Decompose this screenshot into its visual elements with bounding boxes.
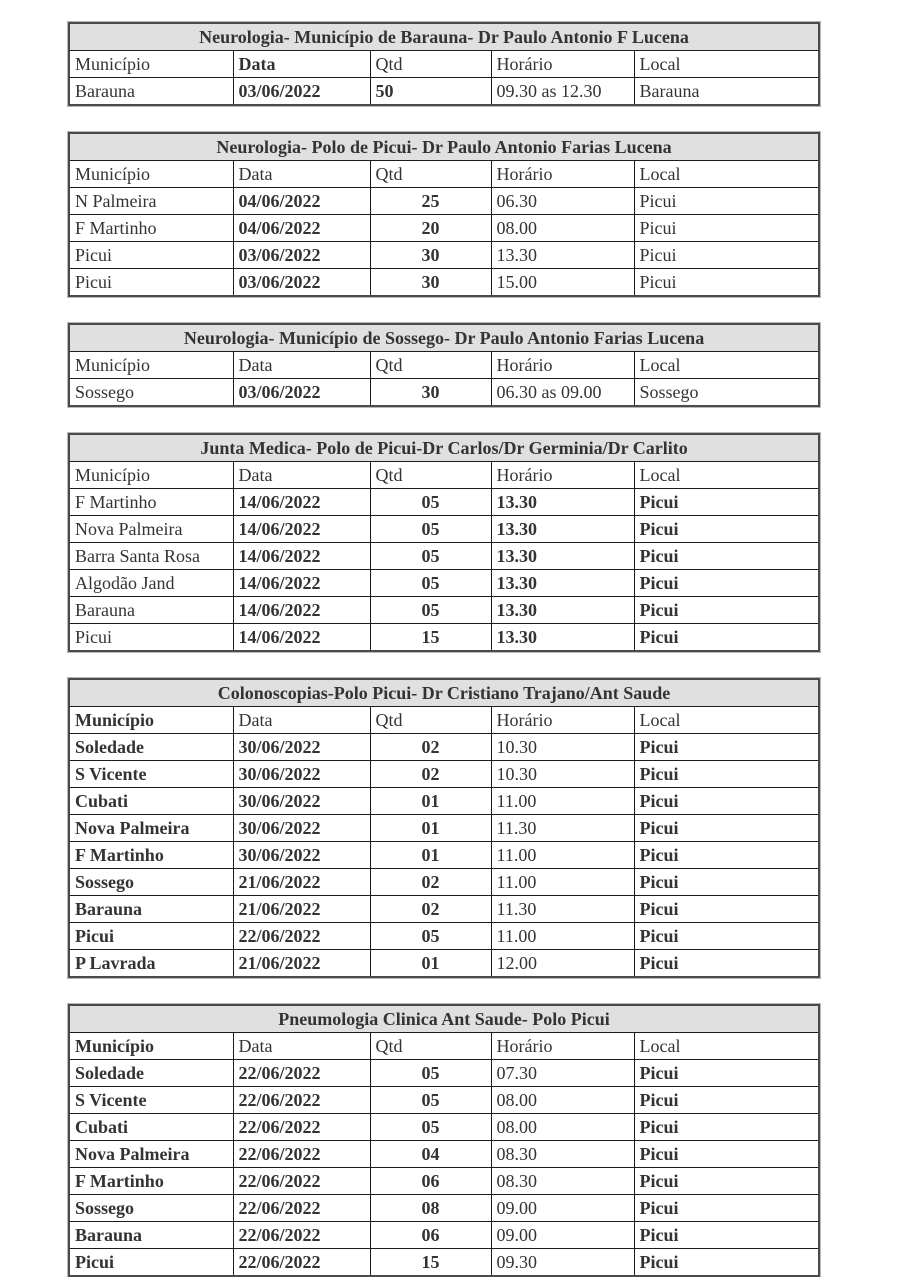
cell-data: 21/06/2022 bbox=[233, 869, 370, 896]
cell-horario: 15.00 bbox=[491, 269, 634, 297]
cell-qtd: 08 bbox=[370, 1195, 491, 1222]
column-header-qtd: Qtd bbox=[370, 1033, 491, 1060]
cell-qtd: 30 bbox=[370, 379, 491, 407]
cell-horario: 06.30 bbox=[491, 188, 634, 215]
table-title-row bbox=[69, 1005, 819, 1033]
cell-data: 22/06/2022 bbox=[233, 1249, 370, 1277]
cell-data: 22/06/2022 bbox=[233, 1222, 370, 1249]
table-header-row bbox=[69, 352, 819, 379]
column-header-horario: Horário bbox=[491, 707, 634, 734]
cell-data: 14/06/2022 bbox=[233, 570, 370, 597]
table-title: Neurologia- Município de Barauna- Dr Paulo Antonio F Lucena bbox=[69, 23, 819, 51]
cell-horario: 08.30 bbox=[491, 1141, 634, 1168]
column-header-municipio: Município bbox=[69, 707, 233, 734]
column-header-horario: Horário bbox=[491, 161, 634, 188]
cell-local: Picui bbox=[634, 923, 819, 950]
cell-municipio: Cubati bbox=[69, 788, 233, 815]
cell-horario: 08.00 bbox=[491, 215, 634, 242]
cell-horario: 11.30 bbox=[491, 815, 634, 842]
table-title: Pneumologia Clinica Ant Saude- Polo Picui bbox=[69, 1005, 819, 1033]
table-row bbox=[69, 896, 819, 923]
table-title: Junta Medica- Polo de Picui-Dr Carlos/Dr Germinia/Dr Carlito bbox=[69, 434, 819, 462]
cell-local: Picui bbox=[634, 1222, 819, 1249]
cell-local: Picui bbox=[634, 734, 819, 761]
cell-horario: 11.00 bbox=[491, 842, 634, 869]
column-header-municipio: Município bbox=[69, 51, 233, 78]
cell-qtd: 50 bbox=[370, 78, 491, 106]
cell-data: 04/06/2022 bbox=[233, 188, 370, 215]
cell-qtd: 02 bbox=[370, 734, 491, 761]
cell-qtd: 05 bbox=[370, 597, 491, 624]
cell-data: 03/06/2022 bbox=[233, 379, 370, 407]
cell-local: Picui bbox=[634, 215, 819, 242]
table-header-row bbox=[69, 707, 819, 734]
column-header-local: Local bbox=[634, 51, 819, 78]
cell-data: 22/06/2022 bbox=[233, 1060, 370, 1087]
table-title-row bbox=[69, 434, 819, 462]
table-row bbox=[69, 78, 819, 106]
table-title-row bbox=[69, 133, 819, 161]
cell-local: Picui bbox=[634, 597, 819, 624]
cell-data: 14/06/2022 bbox=[233, 597, 370, 624]
cell-data: 21/06/2022 bbox=[233, 950, 370, 978]
cell-qtd: 02 bbox=[370, 869, 491, 896]
cell-qtd: 05 bbox=[370, 489, 491, 516]
cell-local: Picui bbox=[634, 1249, 819, 1277]
cell-municipio: Barauna bbox=[69, 1222, 233, 1249]
cell-horario: 08.00 bbox=[491, 1087, 634, 1114]
table-header-row bbox=[69, 51, 819, 78]
cell-horario: 11.00 bbox=[491, 869, 634, 896]
cell-local: Picui bbox=[634, 1114, 819, 1141]
table-row bbox=[69, 489, 819, 516]
cell-horario: 13.30 bbox=[491, 242, 634, 269]
cell-data: 22/06/2022 bbox=[233, 1195, 370, 1222]
cell-data: 30/06/2022 bbox=[233, 734, 370, 761]
cell-data: 14/06/2022 bbox=[233, 516, 370, 543]
table-row bbox=[69, 1141, 819, 1168]
cell-local: Picui bbox=[634, 624, 819, 652]
cell-data: 14/06/2022 bbox=[233, 543, 370, 570]
cell-data: 30/06/2022 bbox=[233, 788, 370, 815]
table-row bbox=[69, 543, 819, 570]
schedule-table-1 bbox=[68, 132, 820, 297]
column-header-local: Local bbox=[634, 161, 819, 188]
cell-horario: 13.30 bbox=[491, 597, 634, 624]
column-header-qtd: Qtd bbox=[370, 707, 491, 734]
table-row bbox=[69, 215, 819, 242]
cell-local: Picui bbox=[634, 896, 819, 923]
cell-data: 22/06/2022 bbox=[233, 1168, 370, 1195]
cell-municipio: Soledade bbox=[69, 1060, 233, 1087]
column-header-municipio: Município bbox=[69, 352, 233, 379]
cell-local: Sossego bbox=[634, 379, 819, 407]
cell-data: 22/06/2022 bbox=[233, 1114, 370, 1141]
cell-local: Picui bbox=[634, 950, 819, 978]
column-header-municipio: Município bbox=[69, 462, 233, 489]
column-header-horario: Horário bbox=[491, 352, 634, 379]
cell-local: Picui bbox=[634, 761, 819, 788]
column-header-horario: Horário bbox=[491, 462, 634, 489]
cell-data: 14/06/2022 bbox=[233, 624, 370, 652]
cell-data: 04/06/2022 bbox=[233, 215, 370, 242]
cell-qtd: 25 bbox=[370, 188, 491, 215]
table-row bbox=[69, 869, 819, 896]
cell-horario: 13.30 bbox=[491, 489, 634, 516]
column-header-data: Data bbox=[233, 462, 370, 489]
cell-municipio: F Martinho bbox=[69, 489, 233, 516]
cell-local: Picui bbox=[634, 815, 819, 842]
cell-local: Picui bbox=[634, 242, 819, 269]
cell-qtd: 04 bbox=[370, 1141, 491, 1168]
table-row bbox=[69, 1168, 819, 1195]
cell-municipio: Picui bbox=[69, 269, 233, 297]
cell-qtd: 30 bbox=[370, 242, 491, 269]
table-header-row bbox=[69, 161, 819, 188]
cell-local: Picui bbox=[634, 842, 819, 869]
cell-municipio: Algodão Jand bbox=[69, 570, 233, 597]
cell-horario: 13.30 bbox=[491, 570, 634, 597]
cell-municipio: Sossego bbox=[69, 1195, 233, 1222]
table-row bbox=[69, 516, 819, 543]
column-header-qtd: Qtd bbox=[370, 352, 491, 379]
cell-qtd: 01 bbox=[370, 788, 491, 815]
column-header-municipio: Município bbox=[69, 161, 233, 188]
cell-municipio: Barauna bbox=[69, 597, 233, 624]
column-header-qtd: Qtd bbox=[370, 161, 491, 188]
schedule-table-3 bbox=[68, 433, 820, 652]
table-title: Colonoscopias-Polo Picui- Dr Cristiano Trajano/Ant Saude bbox=[69, 679, 819, 707]
column-header-local: Local bbox=[634, 707, 819, 734]
table-title: Neurologia- Polo de Picui- Dr Paulo Antonio Farias Lucena bbox=[69, 133, 819, 161]
table-row bbox=[69, 761, 819, 788]
cell-municipio: S Vicente bbox=[69, 761, 233, 788]
cell-municipio: P Lavrada bbox=[69, 950, 233, 978]
cell-qtd: 01 bbox=[370, 950, 491, 978]
cell-horario: 13.30 bbox=[491, 624, 634, 652]
cell-horario: 11.00 bbox=[491, 788, 634, 815]
cell-local: Picui bbox=[634, 516, 819, 543]
cell-municipio: Sossego bbox=[69, 869, 233, 896]
table-row bbox=[69, 1114, 819, 1141]
cell-data: 30/06/2022 bbox=[233, 761, 370, 788]
column-header-local: Local bbox=[634, 352, 819, 379]
cell-horario: 08.00 bbox=[491, 1114, 634, 1141]
cell-municipio: Barauna bbox=[69, 896, 233, 923]
cell-municipio: Picui bbox=[69, 242, 233, 269]
cell-data: 14/06/2022 bbox=[233, 489, 370, 516]
column-header-local: Local bbox=[634, 1033, 819, 1060]
table-row bbox=[69, 950, 819, 978]
schedule-table-5 bbox=[68, 1004, 820, 1277]
cell-municipio: Soledade bbox=[69, 734, 233, 761]
cell-municipio: Cubati bbox=[69, 1114, 233, 1141]
cell-qtd: 05 bbox=[370, 1114, 491, 1141]
cell-horario: 09.30 as 12.30 bbox=[491, 78, 634, 106]
cell-horario: 13.30 bbox=[491, 516, 634, 543]
column-header-data: Data bbox=[233, 161, 370, 188]
cell-local: Barauna bbox=[634, 78, 819, 106]
cell-qtd: 05 bbox=[370, 923, 491, 950]
table-row bbox=[69, 923, 819, 950]
cell-local: Picui bbox=[634, 869, 819, 896]
cell-qtd: 02 bbox=[370, 896, 491, 923]
table-row bbox=[69, 269, 819, 297]
cell-local: Picui bbox=[634, 489, 819, 516]
cell-local: Picui bbox=[634, 1141, 819, 1168]
cell-horario: 08.30 bbox=[491, 1168, 634, 1195]
cell-qtd: 05 bbox=[370, 570, 491, 597]
cell-horario: 11.30 bbox=[491, 896, 634, 923]
cell-local: Picui bbox=[634, 1168, 819, 1195]
cell-municipio: N Palmeira bbox=[69, 188, 233, 215]
cell-horario: 09.00 bbox=[491, 1222, 634, 1249]
cell-qtd: 15 bbox=[370, 624, 491, 652]
cell-local: Picui bbox=[634, 543, 819, 570]
cell-municipio: F Martinho bbox=[69, 842, 233, 869]
column-header-municipio: Município bbox=[69, 1033, 233, 1060]
table-title-row bbox=[69, 324, 819, 352]
cell-qtd: 20 bbox=[370, 215, 491, 242]
cell-qtd: 02 bbox=[370, 761, 491, 788]
cell-qtd: 30 bbox=[370, 269, 491, 297]
cell-horario: 13.30 bbox=[491, 543, 634, 570]
cell-qtd: 05 bbox=[370, 1087, 491, 1114]
column-header-horario: Horário bbox=[491, 1033, 634, 1060]
table-row bbox=[69, 242, 819, 269]
cell-data: 22/06/2022 bbox=[233, 1141, 370, 1168]
table-title: Neurologia- Município de Sossego- Dr Paulo Antonio Farias Lucena bbox=[69, 324, 819, 352]
column-header-qtd: Qtd bbox=[370, 462, 491, 489]
cell-municipio: F Martinho bbox=[69, 1168, 233, 1195]
cell-municipio: Sossego bbox=[69, 379, 233, 407]
cell-local: Picui bbox=[634, 269, 819, 297]
column-header-horario: Horário bbox=[491, 51, 634, 78]
cell-horario: 11.00 bbox=[491, 923, 634, 950]
cell-municipio: F Martinho bbox=[69, 215, 233, 242]
column-header-data: Data bbox=[233, 352, 370, 379]
cell-horario: 10.30 bbox=[491, 734, 634, 761]
cell-municipio: Picui bbox=[69, 624, 233, 652]
table-row bbox=[69, 1222, 819, 1249]
cell-municipio: S Vicente bbox=[69, 1087, 233, 1114]
cell-local: Picui bbox=[634, 1060, 819, 1087]
cell-municipio: Nova Palmeira bbox=[69, 516, 233, 543]
cell-municipio: Nova Palmeira bbox=[69, 1141, 233, 1168]
cell-qtd: 05 bbox=[370, 543, 491, 570]
cell-local: Picui bbox=[634, 188, 819, 215]
cell-data: 03/06/2022 bbox=[233, 242, 370, 269]
table-title-row bbox=[69, 23, 819, 51]
cell-qtd: 01 bbox=[370, 842, 491, 869]
schedule-table-0 bbox=[68, 22, 820, 106]
table-row bbox=[69, 379, 819, 407]
schedule-table-4 bbox=[68, 678, 820, 978]
table-row bbox=[69, 188, 819, 215]
cell-data: 21/06/2022 bbox=[233, 896, 370, 923]
cell-horario: 06.30 as 09.00 bbox=[491, 379, 634, 407]
table-row bbox=[69, 1060, 819, 1087]
cell-horario: 07.30 bbox=[491, 1060, 634, 1087]
cell-qtd: 01 bbox=[370, 815, 491, 842]
cell-data: 30/06/2022 bbox=[233, 815, 370, 842]
cell-qtd: 15 bbox=[370, 1249, 491, 1277]
table-row bbox=[69, 815, 819, 842]
cell-data: 03/06/2022 bbox=[233, 269, 370, 297]
cell-data: 22/06/2022 bbox=[233, 1087, 370, 1114]
table-header-row bbox=[69, 1033, 819, 1060]
cell-local: Picui bbox=[634, 788, 819, 815]
table-row bbox=[69, 842, 819, 869]
table-header-row bbox=[69, 462, 819, 489]
table-row bbox=[69, 624, 819, 652]
cell-qtd: 05 bbox=[370, 1060, 491, 1087]
column-header-qtd: Qtd bbox=[370, 51, 491, 78]
cell-municipio: Picui bbox=[69, 923, 233, 950]
cell-local: Picui bbox=[634, 1087, 819, 1114]
cell-qtd: 06 bbox=[370, 1222, 491, 1249]
cell-data: 03/06/2022 bbox=[233, 78, 370, 106]
cell-municipio: Barra Santa Rosa bbox=[69, 543, 233, 570]
table-row bbox=[69, 788, 819, 815]
table-row bbox=[69, 1249, 819, 1277]
cell-municipio: Picui bbox=[69, 1249, 233, 1277]
cell-horario: 10.30 bbox=[491, 761, 634, 788]
cell-qtd: 06 bbox=[370, 1168, 491, 1195]
column-header-local: Local bbox=[634, 462, 819, 489]
cell-local: Picui bbox=[634, 1195, 819, 1222]
cell-municipio: Nova Palmeira bbox=[69, 815, 233, 842]
cell-horario: 09.30 bbox=[491, 1249, 634, 1277]
cell-horario: 12.00 bbox=[491, 950, 634, 978]
column-header-data: Data bbox=[233, 1033, 370, 1060]
cell-municipio: Barauna bbox=[69, 78, 233, 106]
cell-horario: 09.00 bbox=[491, 1195, 634, 1222]
table-row bbox=[69, 734, 819, 761]
cell-local: Picui bbox=[634, 570, 819, 597]
table-row bbox=[69, 597, 819, 624]
cell-data: 30/06/2022 bbox=[233, 842, 370, 869]
column-header-data: Data bbox=[233, 51, 370, 78]
table-row bbox=[69, 570, 819, 597]
cell-qtd: 05 bbox=[370, 516, 491, 543]
table-row bbox=[69, 1195, 819, 1222]
table-row bbox=[69, 1087, 819, 1114]
table-title-row bbox=[69, 679, 819, 707]
schedule-table-2 bbox=[68, 323, 820, 407]
column-header-data: Data bbox=[233, 707, 370, 734]
cell-data: 22/06/2022 bbox=[233, 923, 370, 950]
